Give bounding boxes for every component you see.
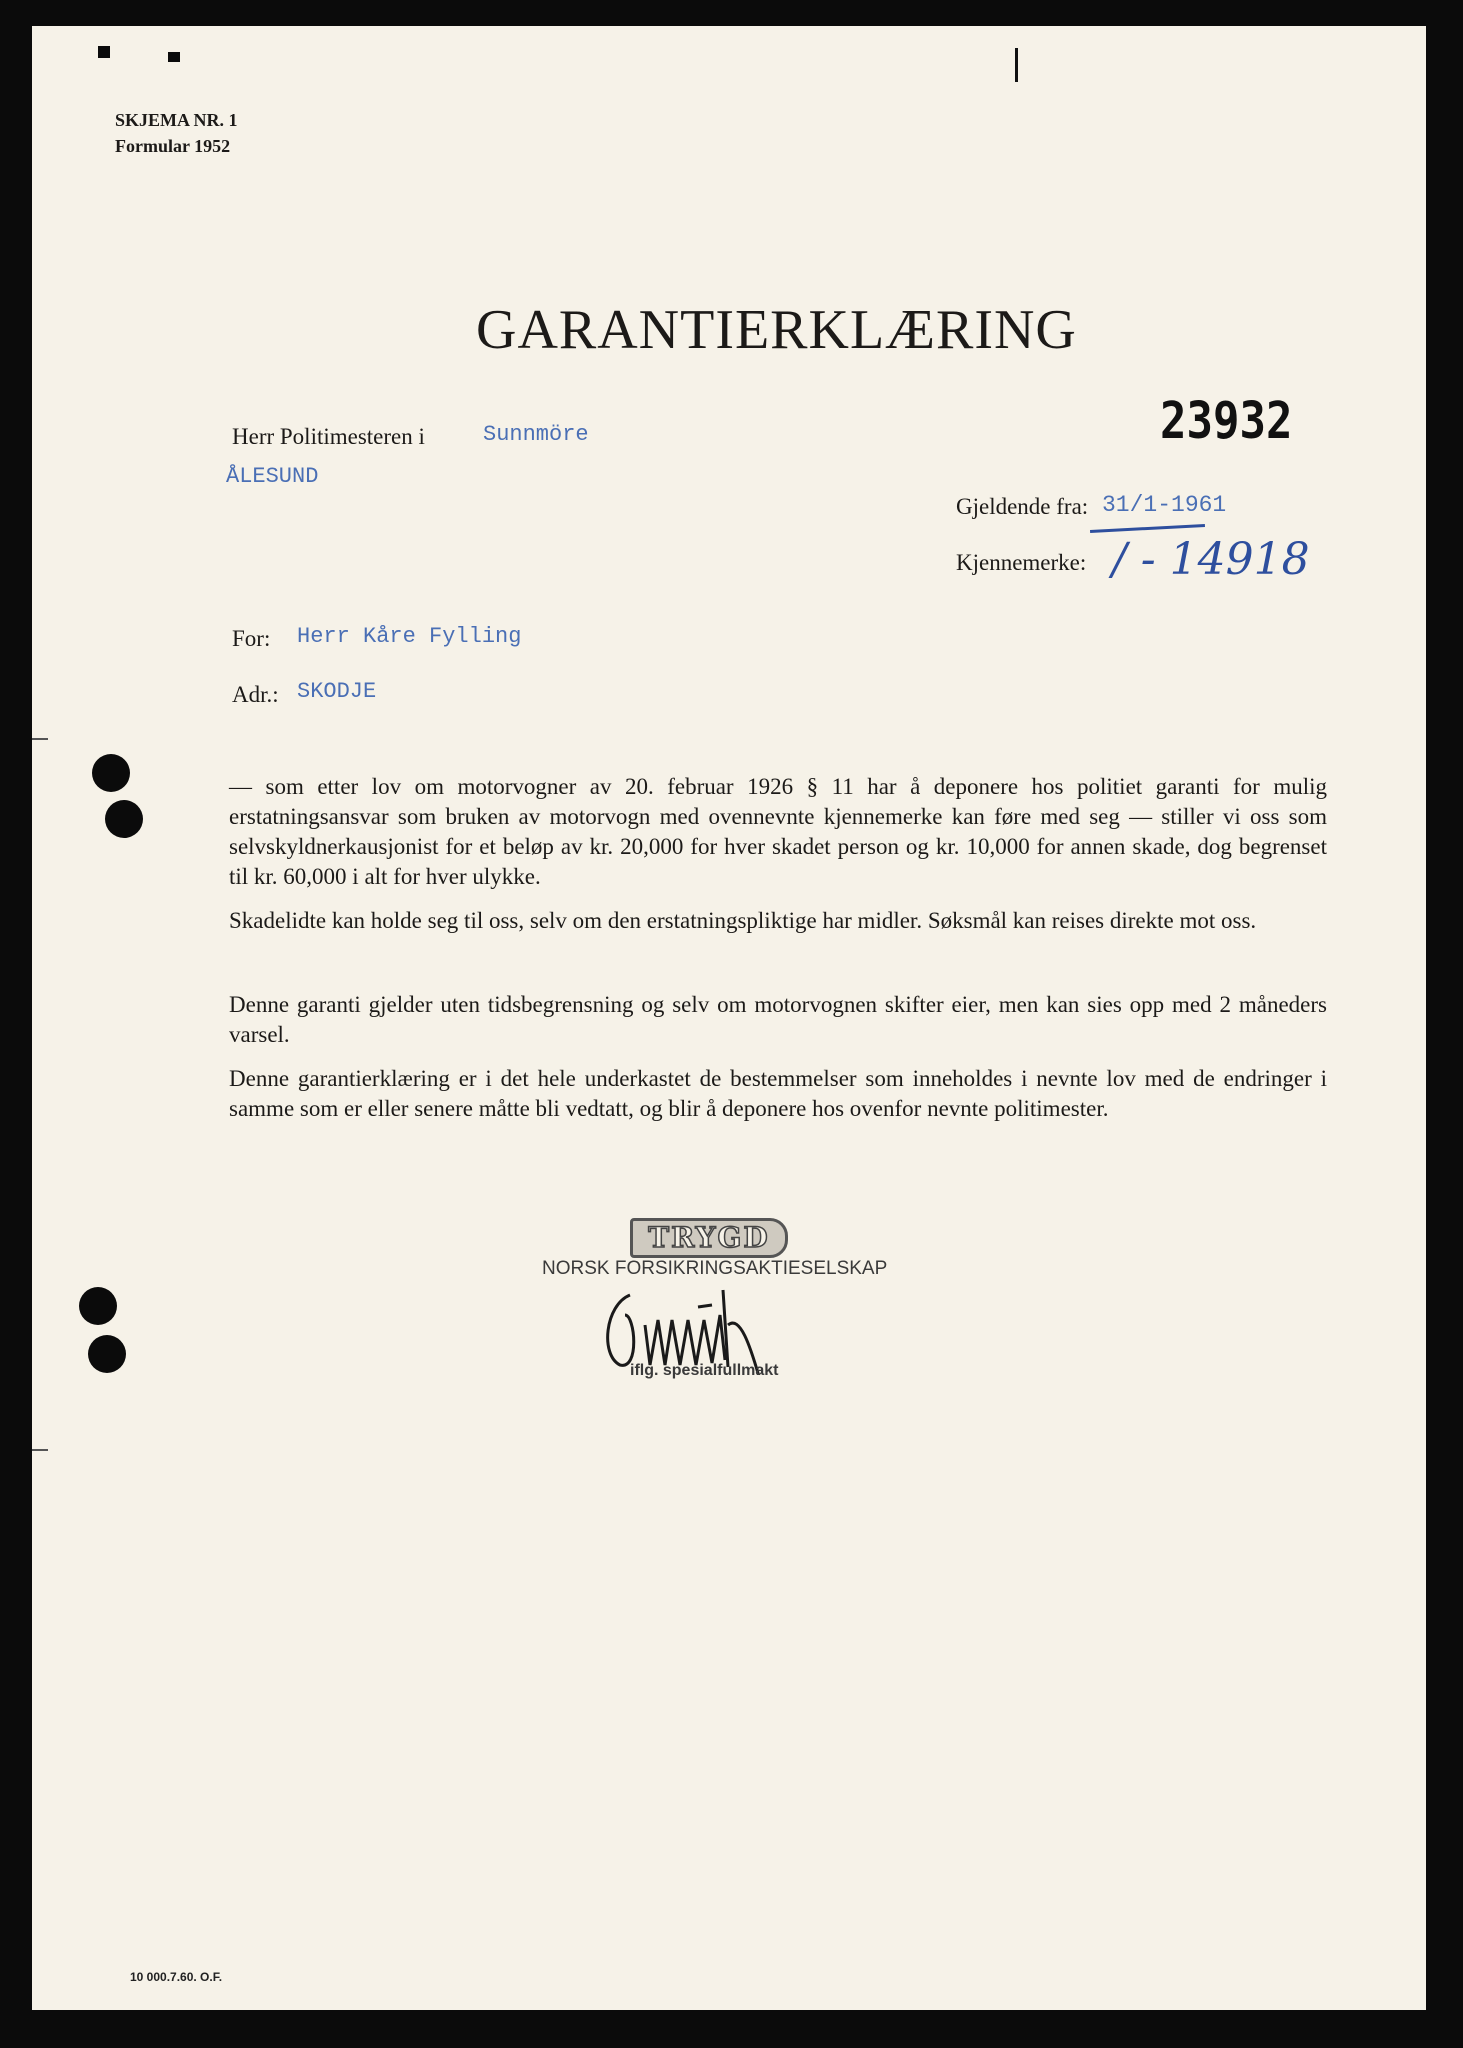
punch-hole (92, 754, 130, 792)
punch-hole (88, 1335, 126, 1373)
registration-value: / - 14918 (1112, 534, 1310, 585)
paragraph-text: Denne garantierklæring er i det hele underkastet de bestemmelser som inneholdes i nevnte lov med de endringer i samme som er eller senere måtte bli vedtatt, og blir å deponere hos ovenfor nevnte politimester. (229, 1066, 1327, 1121)
paragraph (229, 772, 1327, 892)
punch-hole (105, 800, 143, 838)
for-label: For: (232, 626, 271, 651)
logo-text: TRYGD (648, 1221, 770, 1254)
fold-mark (32, 1449, 48, 1451)
form-edition: Formular 1952 (115, 136, 231, 156)
document-number: 23932 (1160, 392, 1293, 451)
fold-mark (32, 738, 48, 740)
margin-line (1015, 48, 1018, 82)
for-value: Herr Kåre Fylling (297, 624, 522, 649)
company-name: NORSK FORSIKRINGSAKTIESELSKAP (542, 1258, 888, 1279)
paragraph-text: — som etter lov om motorvogner av 20. februar 1926 § 11 har å deponere hos politiet garanti for mulig erstatningsansvar som bruken av motorvogn med ovennevnte kjennemerke kan føre med seg — stiller vi oss som selvskyldnerkausjonist for et beløp av kr. 20,000 for hver skadet person og kr. 10,000 for annen skade, dog begrenset til kr. 60,000 i alt for hver ulykke. (229, 774, 1327, 889)
recipient-city: ÅLESUND (226, 464, 319, 489)
valid-from-value: 31/1-1961 (1102, 492, 1227, 518)
recipient-district: Sunnmöre (483, 422, 589, 447)
paragraph (229, 906, 1327, 936)
torn-mark (168, 52, 180, 62)
authority-note: iflg. spesialfullmakt (630, 1362, 779, 1379)
address-label: Adr.: (232, 682, 279, 707)
form-number: SKJEMA NR. 1 (115, 110, 238, 130)
valid-from-label: Gjeldende fra: (956, 494, 1089, 519)
print-code: 10 000.7.60. O.F. (130, 1970, 223, 1984)
paragraph (229, 1064, 1327, 1124)
address-value: SKODJE (297, 679, 377, 704)
recipient-label: Herr Politimesteren i (232, 424, 425, 449)
paragraph (229, 990, 1327, 1050)
page-title: GARANTIERKLÆRING (476, 299, 1077, 361)
paragraph-text: Denne garanti gjelder uten tidsbegrensning og selv om motorvognen skifter eier, men kan sies opp med 2 måneders varsel. (229, 992, 1327, 1047)
paragraph-text: Skadelidte kan holde seg til oss, selv om den erstatningspliktige har midler. Søksmål kan reises direkte mot oss. (229, 908, 1257, 933)
registration-label: Kjennemerke: (956, 550, 1087, 575)
punch-hole (79, 1287, 117, 1325)
trygd-logo (630, 1218, 788, 1258)
torn-mark (98, 46, 110, 58)
